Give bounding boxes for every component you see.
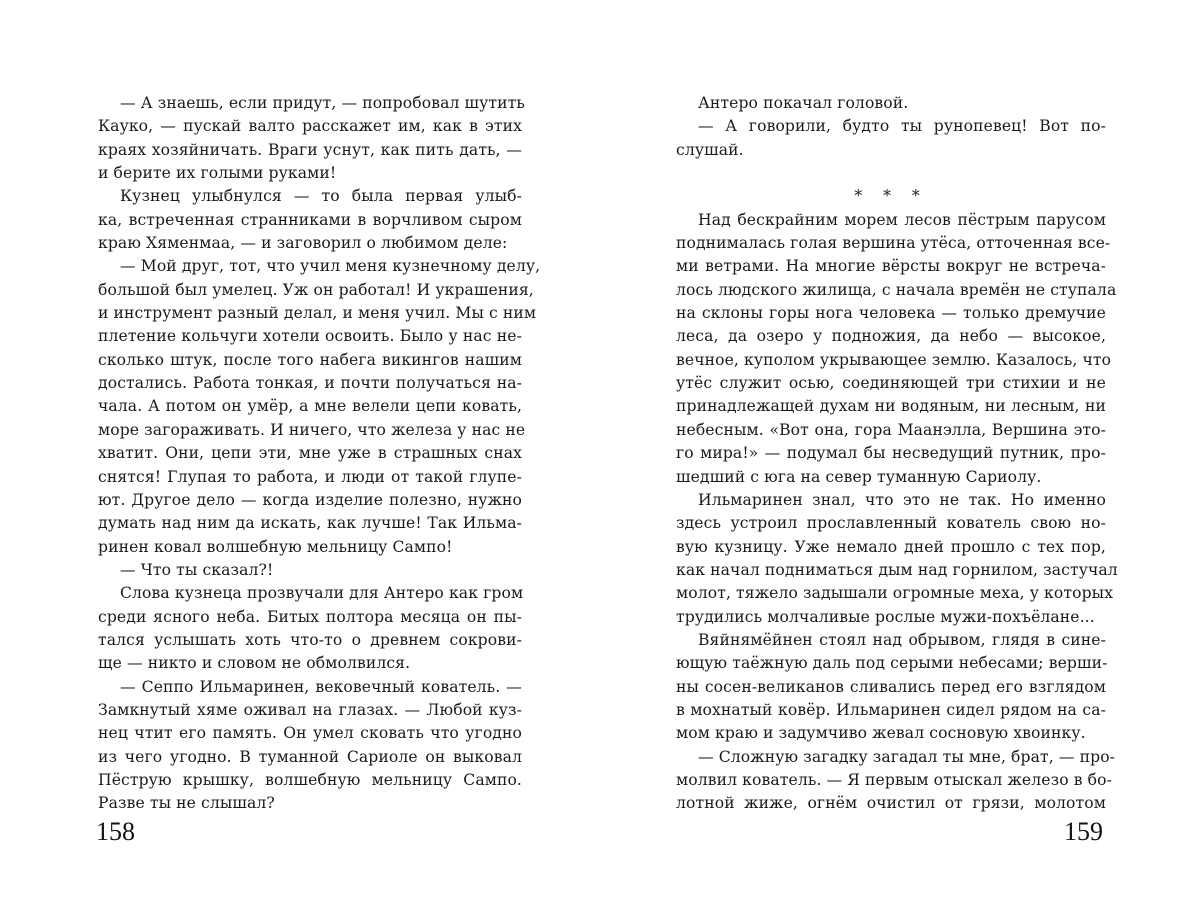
- text-line: нец чтит его память. Он умел сковать что угодно: [98, 724, 522, 743]
- text-line: Ильмаринен знал, что это не так. Но именно: [698, 490, 1106, 509]
- text-line: принадлежащей духам ни водяным, ни лесным, ни: [676, 397, 1106, 416]
- text-line: в мохнатый ковёр. Ильмаринен сидел рядом на са-: [676, 700, 1106, 719]
- text-line: Замкнутый хяме оживал на глазах. — Любой куз-: [98, 700, 522, 719]
- paragraph: [98, 92, 525, 185]
- paragraph: [676, 115, 1106, 162]
- text-line: Над бескрайним морем лесов пёстрым парусом: [698, 210, 1106, 229]
- text-line: сколько штук, после того набега викингов нашим: [98, 350, 522, 369]
- text-line: ны сосен-великанов сливались перед его взглядом: [676, 677, 1106, 696]
- text-line: Кузнец улыбнулся — то была первая улыб-: [120, 187, 522, 206]
- text-line: шедший с юга на север туманную Сариолу.: [676, 467, 1042, 486]
- paragraph: [676, 209, 1117, 489]
- text-line: здесь устроил прославленный кователь свою но-: [676, 514, 1106, 533]
- text-line: и берите их голыми руками!: [98, 164, 337, 183]
- text-line: вую кузницу. Уже немало дней прошло с тех пор,: [676, 537, 1106, 556]
- text-line: — А говорили, будто ты рунопевец! Вот по-: [698, 117, 1106, 136]
- paragraph: [676, 629, 1106, 746]
- text-line: вечное, куполом укрывающее землю. Казалось, что: [676, 350, 1112, 369]
- text-line: леса, да озеро у подножия, да небо — высокое,: [676, 327, 1106, 346]
- paragraph: [98, 582, 522, 675]
- text-line: — Что ты сказал?!: [120, 560, 274, 579]
- left-page: [98, 92, 541, 816]
- spacer: [676, 162, 1106, 185]
- text-line: Вяйнямёйнен стоял над обрывом, глядя в сине-: [698, 630, 1106, 649]
- text-line: молот, тяжело задышали огромные меха, у которых: [676, 584, 1114, 603]
- text-line: хватит. Они, цепи эти, мне уже в страшных снах: [98, 444, 522, 463]
- text-line: Слова кузнеца прозвучали для Антеро как гром: [120, 584, 524, 603]
- paragraph: [98, 185, 522, 255]
- text-line: среди ясного неба. Битых полтора месяца он пы-: [98, 607, 522, 626]
- text-line: — Сеппо Ильмаринен, вековечный кователь. —: [120, 677, 522, 696]
- paragraph: [98, 255, 541, 558]
- text-line: большой был умелец. Уж он работал! И украшения,: [98, 280, 534, 299]
- text-line: — Мой друг, тот, что учил меня кузнечному делу,: [120, 257, 541, 276]
- right-page: [676, 92, 1118, 816]
- text-line: утёс служит осью, соединяющей три стихии и не: [676, 374, 1106, 393]
- text-line: лотной жиже, огнём очистил от грязи, молотом: [676, 794, 1106, 813]
- text-line: — А знаешь, если придут, — попробовал шутить: [120, 94, 525, 112]
- text-line: ринен ковал волшебную мельницу Сампо!: [98, 537, 453, 556]
- text-line: снятся! Глупая то работа, и люди от такой глупе-: [98, 467, 522, 486]
- text-line: краю Хяменмаа, — и заговорил о любимом деле:: [98, 234, 508, 253]
- text-line: ют. Другое дело — когда изделие полезно, нужно: [98, 490, 522, 509]
- text-line: чала. А потом он умёр, а мне велели цепи ковать,: [98, 397, 522, 416]
- text-line: ющую таёжную даль под серыми небесами; верши-: [676, 654, 1108, 673]
- text-line: ще — никто и словом не обмолвился.: [98, 654, 411, 673]
- text-line: — Сложную загадку загадал ты мне, брат, — про-: [698, 747, 1116, 766]
- text-line: плетение кольчуги хотели освоить. Было у нас не-: [98, 327, 522, 346]
- text-line: небесным. «Вот она, гора Маанэлла, Вершина это-: [676, 420, 1106, 439]
- text-line: думать над ним да искать, как лучше! Так Ильма-: [98, 514, 522, 533]
- text-line: Антеро покачал головой.: [698, 94, 909, 112]
- text-line: Кауко, — пускай валто расскажет им, как в этих: [98, 117, 522, 136]
- page-number-right: 159: [1064, 817, 1103, 846]
- text-line: слушай.: [676, 140, 744, 159]
- text-line: Разве ты не слышал?: [98, 794, 275, 813]
- text-line: ми ветрами. На многие вёрсты вокруг не встреча-: [676, 257, 1106, 276]
- paragraph: [98, 676, 522, 816]
- text-line: достались. Работа тонкая, и почти получаться на-: [98, 374, 522, 393]
- text-line: мом краю и задумчиво жевал сосновую хвоинку.: [676, 724, 1086, 743]
- page-number-left: 158: [96, 817, 135, 846]
- text-line: ка, встреченная странниками в ворчливом сыром: [98, 210, 522, 229]
- text-line: трудились молчаливые рослые мужи-похъёлане...: [676, 607, 1095, 626]
- text-line: молвил кователь. — Я первым отыскал железо в бо-: [676, 770, 1113, 789]
- text-line: лось людского жилища, с начала времён не ступала: [676, 280, 1117, 299]
- text-line: тался услышать хоть что-то о древнем сокрови-: [98, 630, 522, 649]
- text-line: на склоны горы нога человека — только дремучие: [676, 304, 1106, 323]
- text-line: из чего угодно. В туманной Сариоле он выковал: [98, 747, 522, 766]
- section-break: * * *: [854, 187, 928, 206]
- paragraph: [676, 746, 1116, 816]
- text-line: поднималась голая вершина утёса, отточенная все-: [676, 234, 1111, 253]
- paragraph: [676, 92, 1106, 115]
- paragraph: [98, 559, 522, 582]
- text-line: как начал подниматься дым над горнилом, застучал: [676, 560, 1118, 579]
- text-line: Пёструю крышку, волшебную мельницу Сампо.: [98, 770, 522, 789]
- text-line: краях хозяйничать. Враги уснут, как пить дать, —: [98, 140, 522, 159]
- text-line: и инструмент разный делал, и меня учил. Мы с ним: [98, 304, 537, 323]
- text-line: море загораживать. И ничего, что железа у нас не: [98, 420, 526, 439]
- text-line: го мира!» — подумал бы несведущий путник, про-: [676, 444, 1106, 463]
- paragraph: [676, 489, 1118, 629]
